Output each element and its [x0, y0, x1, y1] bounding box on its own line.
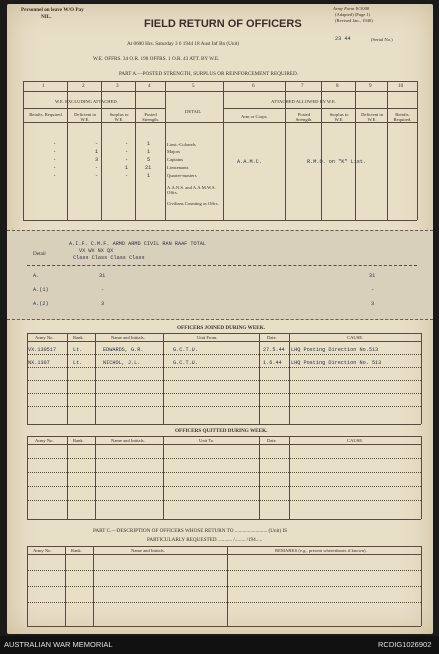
archive-footer	[0, 636, 439, 654]
col3-lieuts: 1	[125, 165, 129, 171]
col3-lt-col: -	[125, 141, 129, 147]
leave-note-nil: NIL.	[41, 14, 52, 20]
joined-row1-name: EDWARDS, G.R.	[103, 347, 144, 353]
detail-majors: Majors	[167, 149, 181, 154]
header-reinfts-required: Reinfts. Required.	[29, 112, 63, 117]
col4-lieuts: 21	[145, 165, 152, 171]
detail-header: DETAIL	[185, 109, 202, 114]
col4-lt-col: 1	[147, 141, 151, 147]
section-b-headings-top: A.I.F. C.M.F. ARMD ARMD CIVIL RAN RAAF TOTAL	[69, 241, 206, 247]
row-a-value: 31	[99, 273, 106, 279]
joined-header-date: Date.	[267, 335, 277, 340]
joined-header-cause: CAUSE.	[347, 335, 364, 340]
joined-header-name: Name and Initials.	[111, 335, 145, 340]
row-a1-value: -	[101, 287, 105, 293]
header-arm-corps: Arm or Corps.	[241, 114, 268, 119]
detail-civilians: Civilians Counting as Offrs.	[167, 201, 219, 206]
joined-row1-date: 27.5.44	[263, 347, 285, 353]
col2-lieuts: -	[95, 165, 99, 171]
leave-note: Personnel on leave W/O Pay	[21, 7, 84, 13]
section-b-headings-mid: VX WX NX QX	[79, 248, 114, 254]
group-header-we: W.E. EXCLUDING ATTACHED.	[55, 99, 118, 104]
joined-row2-rank: Lt.	[73, 360, 83, 366]
part-c-header-name: Name and Initials.	[131, 548, 165, 553]
col-number-5: 5	[192, 83, 195, 89]
col1-lieuts: -	[53, 165, 57, 171]
col-number-4: 4	[148, 83, 151, 89]
quitted-header-name: Name and Initials.	[111, 438, 145, 443]
header-att-reinfts: Reinfts. Required.	[393, 112, 412, 122]
joined-row2-date: 1.6.44	[263, 360, 282, 366]
header-deficient: Deficient in W.E.	[74, 112, 96, 122]
header-surplus: Surplus to W.E.	[109, 112, 129, 122]
header-att-deficient: Deficient in W.E.	[361, 112, 383, 122]
attached-note: R.M.O. on "K" List.	[307, 159, 367, 165]
serial-label: (Serial No.)	[371, 37, 393, 42]
quitted-header-cause: CAUSE.	[347, 438, 364, 443]
form-ref-3: (Revised Jan., 1940)	[335, 18, 373, 23]
joined-header-army-no: Army No.	[35, 335, 54, 340]
col-number-2: 2	[82, 83, 85, 89]
row-a-label: A.	[33, 273, 40, 279]
quitted-header-army-no: Army No.	[35, 438, 54, 443]
col-number-3: 3	[116, 83, 119, 89]
col2-qm: -	[95, 173, 99, 179]
archive-name: AUSTRALIAN WAR MEMORIAL	[4, 640, 113, 649]
col-number-1: 1	[42, 83, 45, 89]
col1-lt-col: -	[53, 141, 57, 147]
we-line: W.E. OFFRS. 34 O.R. 198 OFFRS. 1 O.R. 43 ATT. BY W.E.	[93, 56, 220, 62]
joined-row1-rank: Lt.	[73, 347, 83, 353]
form-ref-2: (Adapted) (Page 1)	[335, 12, 371, 17]
header-att-surplus: Surplus to W.E.	[329, 112, 349, 122]
col4-qm: 1	[147, 173, 151, 179]
col1-captains: -	[53, 157, 57, 163]
serial-number: 23 44	[335, 36, 351, 42]
joined-row2-name: NICHOL, J.L.	[103, 360, 141, 366]
col2-captains: 3	[95, 157, 99, 163]
quitted-header-unit-to: Unit To.	[199, 438, 215, 443]
col-number-8: 8	[336, 83, 339, 89]
col2-lt-col: -	[95, 141, 99, 147]
quitted-title: OFFICERS QUITTED DURING WEEK.	[175, 428, 268, 434]
detail-aans: A.A.N.S. and A.A.M.W.S. Offrs.	[167, 185, 216, 195]
detail-quartermasters: Quarter-masters	[167, 173, 197, 178]
row-a2-label: A.(2)	[33, 301, 49, 307]
page-title: FIELD RETURN OF OFFICERS	[144, 18, 302, 30]
group-header-attached: ATTACHED ALLOWED BY W.E.	[271, 99, 336, 104]
col-number-6: 6	[252, 83, 255, 89]
header-posted-strength: Posted Strength.	[142, 112, 159, 122]
col-number-7: 7	[301, 83, 304, 89]
col1-qm: -	[53, 173, 57, 179]
arm-corps-value: A.A.M.C.	[237, 159, 262, 165]
part-c-header-army-no: Army No.	[33, 548, 52, 553]
detail-lt-colonels: Lieut.-Colonels	[167, 142, 196, 147]
section-b-detail-label: Detail	[33, 251, 46, 257]
col2-majors: 1	[95, 149, 99, 155]
col3-majors: -	[125, 149, 129, 155]
joined-row1-unit: G.C.T.U.	[173, 347, 198, 353]
col4-captains: 5	[147, 157, 151, 163]
detail-captains: Captains	[167, 157, 184, 162]
form-ref-1: Army Form W.3008	[333, 6, 370, 11]
section-b-band	[7, 230, 433, 320]
part-a-title: PART A.—POSTED STRENGTH, SURPLUS OR REINFORCEMENT REQUIRED.	[119, 71, 299, 77]
col3-qm: -	[125, 173, 129, 179]
row-a1-total: -	[371, 287, 375, 293]
joined-row1-cause: LHQ Posting Direction No.513	[291, 347, 379, 353]
row-a2-total: 3	[371, 301, 375, 307]
row-a2-value: 3	[101, 301, 105, 307]
col-number-10: 10	[398, 83, 404, 89]
part-c-subtitle: PARTICULARLY REQUESTED. .......... /........ /194.....	[147, 537, 263, 543]
quitted-header-date: Date.	[267, 438, 277, 443]
col3-captains: -	[125, 157, 129, 163]
date-unit-line: At 0600 Hrs. Saturday 3 6 1944 18 Aust Inf Bn (Unit)	[127, 41, 240, 47]
joined-header-unit-from: Unit From.	[197, 335, 218, 340]
row-a-total: 31	[369, 273, 376, 279]
part-c-header-remarks: REMARKS (e.g., present whereabouts if known).	[275, 548, 367, 553]
joined-row2-unit: G.C.T.U.	[173, 360, 198, 366]
joined-row1-army-no: VX.130517	[28, 347, 57, 353]
joined-title: OFFICERS JOINED DURING WEEK.	[177, 325, 266, 331]
col-number-9: 9	[369, 83, 372, 89]
detail-lieutenants: Lieutenants	[167, 165, 189, 170]
part-c-header-rank: Rank.	[71, 548, 82, 553]
joined-header-rank: Rank.	[73, 335, 84, 340]
section-b-headings-bot: Class Class Class Class	[73, 255, 145, 261]
row-a1-label: A.(1)	[33, 287, 49, 293]
header-att-posted-strength: Posted Strength.	[295, 112, 313, 122]
col4-majors: 1	[147, 149, 151, 155]
joined-row2-army-no: NX.1307	[28, 360, 50, 366]
col1-majors: -	[53, 149, 57, 155]
archive-id: RCDIG1026902	[378, 640, 432, 649]
part-c-title: PART C.—DESCRIPTION OF OFFICERS WHOSE RETURN TO ......................... (Unit) IS	[93, 528, 288, 534]
document-page	[7, 4, 433, 634]
quitted-header-rank: Rank.	[73, 438, 84, 443]
joined-row2-cause: LHQ Posting Direction No. 513	[291, 360, 382, 366]
